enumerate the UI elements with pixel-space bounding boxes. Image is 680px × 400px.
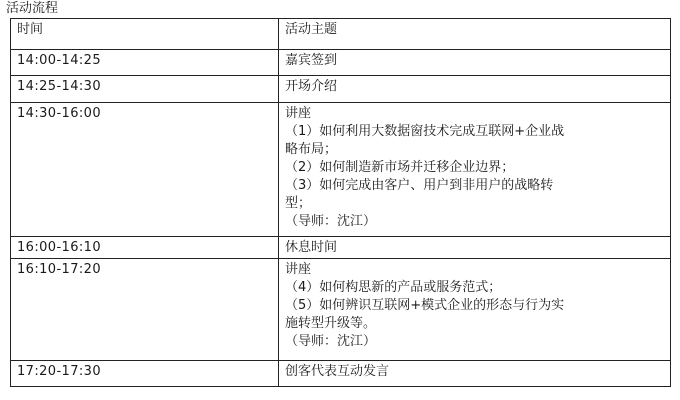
time-value: 14:30-16:00 (17, 106, 102, 121)
time-value: 14:25-14:30 (17, 79, 102, 94)
table-row (11, 103, 671, 237)
topic-title: 开场介绍 (285, 79, 338, 94)
lecture-item-line: （4）如何构思新的产品或服务范式； (285, 280, 502, 295)
schedule-caption: 活动流程 (6, 1, 59, 16)
mentor-note: （导师：沈江） (285, 214, 377, 229)
lecture-item-line: （1）如何利用大数据窗技术完成互联网+企业战 (285, 124, 565, 139)
topic-title: 休息时间 (285, 240, 338, 255)
row-time (11, 50, 279, 76)
table-header-row (11, 19, 671, 50)
lecture-item-line: 型； (285, 196, 312, 211)
lecture-item-line: （2）如何制造新市场并迁移企业边界； (285, 160, 515, 175)
header-time: 时间 (11, 19, 279, 50)
lecture-item-line: 略布局； (285, 142, 338, 157)
time-value: 17:20-17:30 (17, 364, 102, 379)
row-topic (279, 103, 671, 237)
row-time (11, 76, 279, 103)
row-topic (279, 237, 671, 259)
row-topic (279, 361, 671, 387)
row-time (11, 259, 279, 361)
row-time (11, 103, 279, 237)
schedule-table (10, 18, 671, 387)
lecture-item-line: （3）如何完成由客户、用户到非用户的战略转 (285, 178, 554, 193)
header-topic: 活动主题 (279, 19, 671, 50)
time-value: 16:00-16:10 (17, 240, 102, 255)
topic-title: 创客代表互动发言 (285, 364, 390, 379)
lecture-item-line: （5）如何辨识互联网+模式企业的形态与行为实 (285, 298, 565, 313)
row-topic (279, 259, 671, 361)
table-row (11, 50, 671, 76)
topic-title: 讲座 (285, 262, 312, 277)
topic-title: 讲座 (285, 106, 312, 121)
time-value: 14:00-14:25 (17, 53, 102, 68)
table-row (11, 237, 671, 259)
topic-title: 嘉宾签到 (285, 53, 338, 68)
time-value: 16:10-17:20 (17, 262, 102, 277)
row-time (11, 361, 279, 387)
row-time (11, 237, 279, 259)
lecture-item-line: 施转型升级等。 (285, 316, 377, 331)
row-topic (279, 50, 671, 76)
row-topic (279, 76, 671, 103)
mentor-note: （导师：沈江） (285, 334, 377, 349)
table-row (11, 361, 671, 387)
table-row (11, 259, 671, 361)
table-row (11, 76, 671, 103)
